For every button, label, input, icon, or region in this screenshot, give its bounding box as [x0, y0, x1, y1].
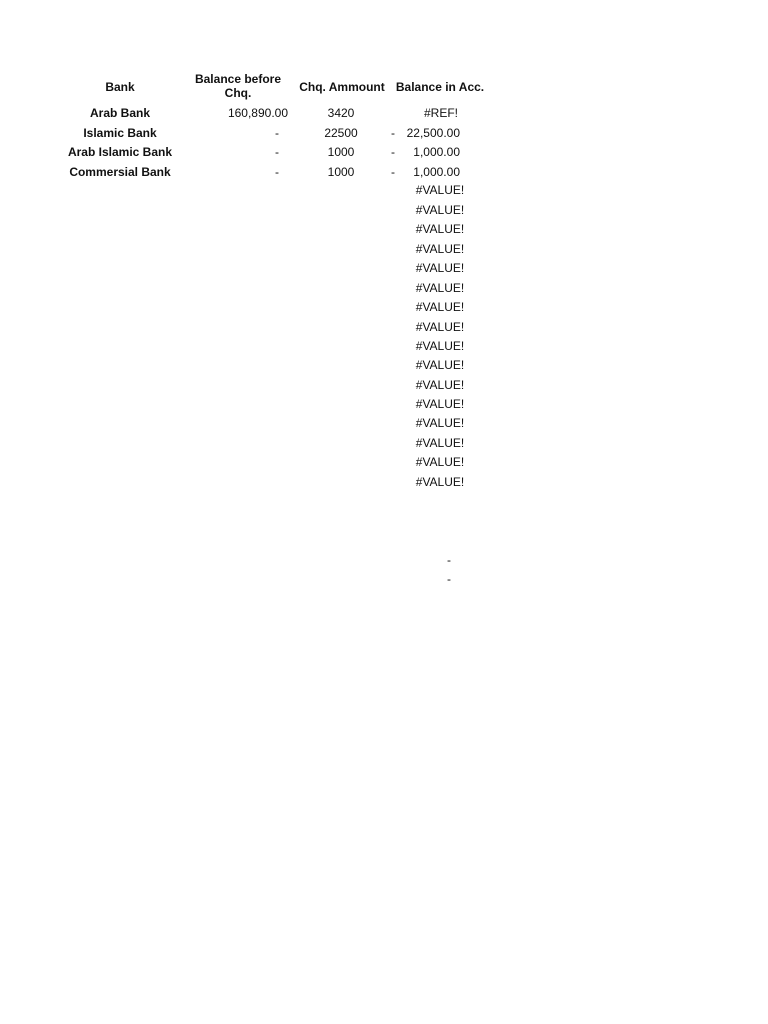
bank-name-cell: Arab Bank	[89, 106, 151, 120]
error-cell: #VALUE!	[415, 281, 465, 295]
header-balance-before-line1: Balance before	[194, 72, 282, 86]
table-row	[0, 104, 768, 124]
error-cell: #VALUE!	[415, 397, 465, 411]
error-cell: #VALUE!	[415, 455, 465, 469]
error-cell: #VALUE!	[415, 261, 465, 275]
table-row	[0, 124, 768, 144]
error-cell: #VALUE!	[415, 378, 465, 392]
balance-sign-cell: -	[391, 125, 395, 140]
chq-amount-cell: 1000	[327, 145, 355, 159]
balance-in-acc-cell: 1,000.00	[413, 164, 460, 179]
table-row	[0, 163, 768, 183]
bank-name-cell: Islamic Bank	[83, 125, 157, 140]
balance-in-acc-cell: 1,000.00	[413, 145, 460, 159]
header-chq-amount: Chq. Ammount	[299, 80, 385, 94]
bank-name-cell: Arab Islamic Bank	[67, 145, 173, 159]
error-cell: #VALUE!	[415, 339, 465, 353]
error-cell: #VALUE!	[415, 436, 465, 450]
balance-in-acc-cell: 22,500.00	[406, 125, 460, 140]
dash-cell: -	[447, 572, 451, 586]
table-row	[0, 143, 768, 163]
error-cell: #VALUE!	[415, 416, 465, 430]
error-cell: #VALUE!	[415, 183, 465, 197]
balance-sign-cell: -	[391, 164, 395, 179]
bank-name-cell: Commersial Bank	[69, 164, 171, 179]
dash-cell: -	[447, 553, 451, 567]
error-cell: #VALUE!	[415, 222, 465, 236]
error-cell: #VALUE!	[415, 475, 465, 489]
chq-amount-cell: 1000	[327, 164, 355, 179]
balance-before-cell: -	[275, 125, 279, 140]
error-cell: #VALUE!	[415, 203, 465, 217]
error-cell: #VALUE!	[415, 242, 465, 256]
header-balance-before	[188, 72, 288, 100]
error-cell: #VALUE!	[415, 300, 465, 314]
error-cell: #VALUE!	[415, 358, 465, 372]
error-cell: #VALUE!	[415, 320, 465, 334]
chq-amount-cell: 3420	[327, 106, 355, 120]
balance-before-cell: -	[275, 164, 279, 179]
header-balance-in-acc: Balance in Acc.	[395, 80, 485, 94]
balance-sign-cell: -	[391, 145, 395, 159]
balance-before-cell: 160,890.00	[227, 106, 288, 120]
header-bank: Bank	[105, 80, 135, 94]
balance-in-acc-cell: #REF!	[423, 106, 458, 120]
balance-before-cell: -	[275, 145, 279, 159]
header-balance-before-line2: Chq.	[224, 86, 252, 100]
chq-amount-cell: 22500	[324, 125, 358, 140]
